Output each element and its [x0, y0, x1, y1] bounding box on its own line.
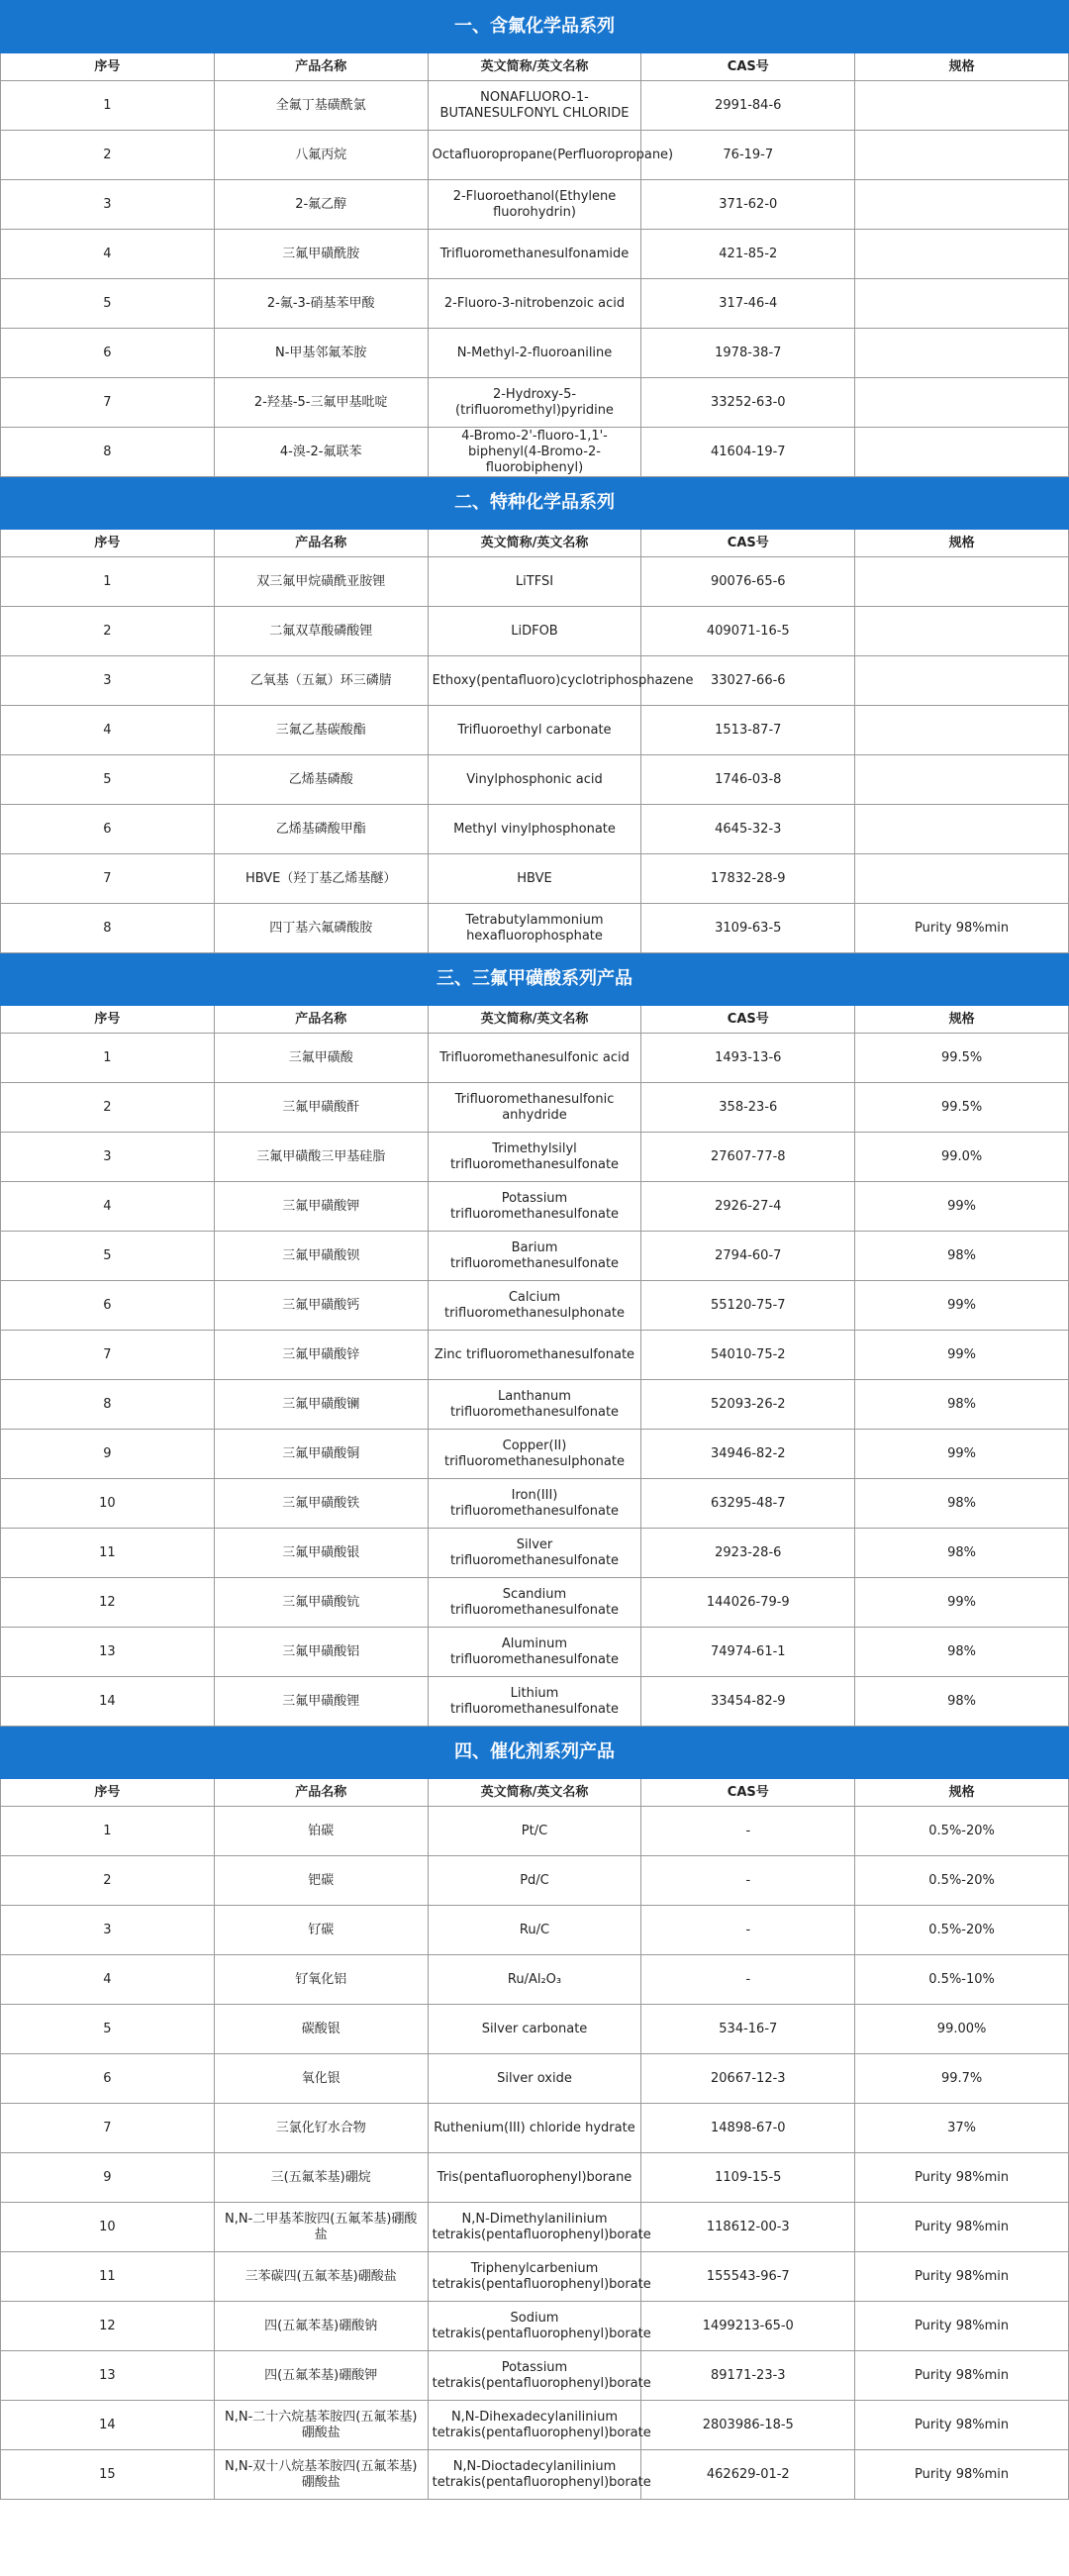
column-header: 英文简称/英文名称	[428, 1779, 641, 1807]
cas-cell: 89171-23-3	[641, 2351, 855, 2401]
product-name-cell: 四丁基六氟磷酸胺	[214, 904, 428, 953]
seq-cell: 13	[1, 1628, 215, 1677]
section-title: 三、三氟甲磺酸系列产品	[1, 953, 1069, 1006]
product-name-cell: 三氟甲磺酰胺	[214, 230, 428, 279]
column-header: 序号	[1, 1006, 215, 1034]
column-header: 规格	[855, 53, 1069, 81]
section-title: 四、催化剂系列产品	[1, 1727, 1069, 1779]
cas-cell: 27607-77-8	[641, 1133, 855, 1182]
product-name-cell: 三氟甲磺酸三甲基硅脂	[214, 1133, 428, 1182]
spec-cell	[855, 557, 1069, 607]
spec-cell: 37%	[855, 2104, 1069, 2153]
header-row	[1, 1779, 1069, 1807]
cas-cell: 17832-28-9	[641, 854, 855, 904]
product-name-cell: 碳酸银	[214, 2005, 428, 2054]
spec-cell	[855, 378, 1069, 428]
table-row	[1, 1182, 1069, 1232]
seq-cell: 6	[1, 2054, 215, 2104]
product-name-cell: 八氟丙烷	[214, 131, 428, 180]
english-name-cell: Iron(III) trifluoromethanesulfonate	[428, 1479, 641, 1529]
product-name-cell: N,N-二甲基苯胺四(五氟苯基)硼酸盐	[214, 2203, 428, 2252]
spec-cell	[855, 706, 1069, 755]
cas-cell: 1513-87-7	[641, 706, 855, 755]
seq-cell: 7	[1, 1331, 215, 1380]
spec-cell: 98%	[855, 1677, 1069, 1727]
cas-cell: 74974-61-1	[641, 1628, 855, 1677]
spec-cell: 99%	[855, 1578, 1069, 1628]
seq-cell: 14	[1, 2401, 215, 2450]
table-row	[1, 1578, 1069, 1628]
seq-cell: 3	[1, 180, 215, 230]
spec-cell	[855, 854, 1069, 904]
table-row	[1, 2054, 1069, 2104]
spec-cell: Purity 98%min	[855, 2401, 1069, 2450]
spec-cell: 99%	[855, 1281, 1069, 1331]
cas-cell: 90076-65-6	[641, 557, 855, 607]
table-row	[1, 755, 1069, 805]
cas-cell: 534-16-7	[641, 2005, 855, 2054]
cas-cell: 144026-79-9	[641, 1578, 855, 1628]
cas-cell: 20667-12-3	[641, 2054, 855, 2104]
spec-cell: 98%	[855, 1479, 1069, 1529]
english-name-cell: Trifluoroethyl carbonate	[428, 706, 641, 755]
table-row	[1, 1034, 1069, 1083]
cas-cell: -	[641, 1955, 855, 2005]
column-header: 规格	[855, 1779, 1069, 1807]
column-header: 英文简称/英文名称	[428, 1006, 641, 1034]
english-name-cell: Lanthanum trifluoromethanesulfonate	[428, 1380, 641, 1430]
spec-cell: 0.5%-20%	[855, 1856, 1069, 1906]
column-header: CAS号	[641, 53, 855, 81]
section-title-row	[1, 953, 1069, 1006]
cas-cell: -	[641, 1856, 855, 1906]
table-row	[1, 2302, 1069, 2351]
spec-cell: 99%	[855, 1430, 1069, 1479]
spec-cell: 99.00%	[855, 2005, 1069, 2054]
seq-cell: 12	[1, 2302, 215, 2351]
cas-cell: 409071-16-5	[641, 607, 855, 656]
seq-cell: 10	[1, 1479, 215, 1529]
english-name-cell: Trifluoromethanesulfonamide	[428, 230, 641, 279]
english-name-cell: Trimethylsilyl trifluoromethanesulfonate	[428, 1133, 641, 1182]
english-name-cell: Aluminum trifluoromethanesulfonate	[428, 1628, 641, 1677]
english-name-cell: Scandium trifluoromethanesulfonate	[428, 1578, 641, 1628]
product-name-cell: 三氟甲磺酸镧	[214, 1380, 428, 1430]
seq-cell: 7	[1, 378, 215, 428]
spec-cell	[855, 755, 1069, 805]
cas-cell: 3109-63-5	[641, 904, 855, 953]
column-header: 序号	[1, 530, 215, 557]
product-name-cell: 铂碳	[214, 1807, 428, 1856]
product-name-cell: 钌碳	[214, 1906, 428, 1955]
column-header: 序号	[1, 53, 215, 81]
table-row	[1, 2252, 1069, 2302]
spec-cell: 98%	[855, 1232, 1069, 1281]
english-name-cell: Silver trifluoromethanesulfonate	[428, 1529, 641, 1578]
english-name-cell: LiTFSI	[428, 557, 641, 607]
cas-cell: 41604-19-7	[641, 428, 855, 477]
product-name-cell: 双三氟甲烷磺酰亚胺锂	[214, 557, 428, 607]
cas-cell: 2794-60-7	[641, 1232, 855, 1281]
seq-cell: 5	[1, 1232, 215, 1281]
table-row	[1, 2104, 1069, 2153]
english-name-cell: Methyl vinylphosphonate	[428, 805, 641, 854]
section-title-row	[1, 477, 1069, 530]
section-title-row	[1, 1727, 1069, 1779]
spec-cell	[855, 131, 1069, 180]
spec-cell	[855, 230, 1069, 279]
cas-cell: 462629-01-2	[641, 2450, 855, 2500]
cas-cell: 118612-00-3	[641, 2203, 855, 2252]
seq-cell: 4	[1, 1182, 215, 1232]
table-row	[1, 1529, 1069, 1578]
table-row	[1, 1955, 1069, 2005]
spec-cell: Purity 98%min	[855, 2450, 1069, 2500]
english-name-cell: Octafluoropropane(Perfluoropropane)	[428, 131, 641, 180]
product-name-cell: 三苯碳四(五氟苯基)硼酸盐	[214, 2252, 428, 2302]
english-name-cell: N,N-Dioctadecylanilinium tetrakis(pentafluorophenyl)borate	[428, 2450, 641, 2500]
product-name-cell: 氧化银	[214, 2054, 428, 2104]
english-name-cell: Ruthenium(III) chloride hydrate	[428, 2104, 641, 2153]
product-name-cell: 三氟甲磺酸铝	[214, 1628, 428, 1677]
spec-cell: 99.5%	[855, 1083, 1069, 1133]
table-row	[1, 1628, 1069, 1677]
cas-cell: 358-23-6	[641, 1083, 855, 1133]
table-row	[1, 557, 1069, 607]
product-name-cell: 三氯化钌水合物	[214, 2104, 428, 2153]
cas-cell: 14898-67-0	[641, 2104, 855, 2153]
cas-cell: 33252-63-0	[641, 378, 855, 428]
english-name-cell: 2-Hydroxy-5-(trifluoromethyl)pyridine	[428, 378, 641, 428]
product-name-cell: 三氟甲磺酸银	[214, 1529, 428, 1578]
english-name-cell: Potassium trifluoromethanesulfonate	[428, 1182, 641, 1232]
cas-cell: 1746-03-8	[641, 755, 855, 805]
product-name-cell: 三氟甲磺酸铜	[214, 1430, 428, 1479]
seq-cell: 11	[1, 1529, 215, 1578]
seq-cell: 2	[1, 131, 215, 180]
column-header: 序号	[1, 1779, 215, 1807]
english-name-cell: Vinylphosphonic acid	[428, 755, 641, 805]
english-name-cell: 2-Fluoro-3-nitrobenzoic acid	[428, 279, 641, 329]
spec-cell	[855, 81, 1069, 131]
spec-cell: 98%	[855, 1529, 1069, 1578]
table-row	[1, 428, 1069, 477]
column-header: CAS号	[641, 1006, 855, 1034]
spec-cell: 99%	[855, 1182, 1069, 1232]
product-name-cell: 四(五氟苯基)硼酸钠	[214, 2302, 428, 2351]
table-row	[1, 1083, 1069, 1133]
cas-cell: 4645-32-3	[641, 805, 855, 854]
spec-cell: 98%	[855, 1628, 1069, 1677]
product-name-cell: 三氟甲磺酸钙	[214, 1281, 428, 1331]
spec-cell: 98%	[855, 1380, 1069, 1430]
table-row	[1, 904, 1069, 953]
seq-cell: 6	[1, 1281, 215, 1331]
english-name-cell: Lithium trifluoromethanesulfonate	[428, 1677, 641, 1727]
english-name-cell: Silver carbonate	[428, 2005, 641, 2054]
cas-cell: 2923-28-6	[641, 1529, 855, 1578]
spec-cell	[855, 607, 1069, 656]
table-row	[1, 2351, 1069, 2401]
english-name-cell: Ethoxy(pentafluoro)cyclotriphosphazene	[428, 656, 641, 706]
table-row	[1, 1906, 1069, 1955]
product-name-cell: 三氟乙基碳酸酯	[214, 706, 428, 755]
cas-cell: 421-85-2	[641, 230, 855, 279]
cas-cell: 34946-82-2	[641, 1430, 855, 1479]
seq-cell: 3	[1, 1906, 215, 1955]
column-header: 英文简称/英文名称	[428, 530, 641, 557]
table-row	[1, 607, 1069, 656]
seq-cell: 9	[1, 2153, 215, 2203]
seq-cell: 5	[1, 2005, 215, 2054]
seq-cell: 11	[1, 2252, 215, 2302]
cas-cell: 33454-82-9	[641, 1677, 855, 1727]
spec-cell: Purity 98%min	[855, 2203, 1069, 2252]
spec-cell: 0.5%-20%	[855, 1906, 1069, 1955]
column-header: 产品名称	[214, 1006, 428, 1034]
table-row	[1, 1133, 1069, 1182]
seq-cell: 1	[1, 81, 215, 131]
product-name-cell: 三(五氟苯基)硼烷	[214, 2153, 428, 2203]
table-row	[1, 2203, 1069, 2252]
seq-cell: 3	[1, 656, 215, 706]
seq-cell: 8	[1, 428, 215, 477]
product-name-cell: 钯碳	[214, 1856, 428, 1906]
cas-cell: 1109-15-5	[641, 2153, 855, 2203]
spec-cell: 99.0%	[855, 1133, 1069, 1182]
english-name-cell: Ru/C	[428, 1906, 641, 1955]
cas-cell: 33027-66-6	[641, 656, 855, 706]
english-name-cell: Pd/C	[428, 1856, 641, 1906]
table-row	[1, 706, 1069, 755]
product-name-cell: 2-氟乙醇	[214, 180, 428, 230]
product-name-cell: N-甲基邻氟苯胺	[214, 329, 428, 378]
header-row	[1, 53, 1069, 81]
seq-cell: 3	[1, 1133, 215, 1182]
seq-cell: 13	[1, 2351, 215, 2401]
english-name-cell: Calcium trifluoromethanesulphonate	[428, 1281, 641, 1331]
cas-cell: 1978-38-7	[641, 329, 855, 378]
section-title: 二、特种化学品系列	[1, 477, 1069, 530]
table-row	[1, 656, 1069, 706]
seq-cell: 4	[1, 1955, 215, 2005]
table-row	[1, 854, 1069, 904]
english-name-cell: N,N-Dimethylanilinium tetrakis(pentafluorophenyl)borate	[428, 2203, 641, 2252]
product-name-cell: 三氟甲磺酸铁	[214, 1479, 428, 1529]
cas-cell: 52093-26-2	[641, 1380, 855, 1430]
spec-cell: Purity 98%min	[855, 2302, 1069, 2351]
english-name-cell: Triphenylcarbenium tetrakis(pentafluorophenyl)borate	[428, 2252, 641, 2302]
table-row	[1, 81, 1069, 131]
product-name-cell: HBVE（羟丁基乙烯基醚）	[214, 854, 428, 904]
spec-cell	[855, 428, 1069, 477]
seq-cell: 9	[1, 1430, 215, 1479]
table-row	[1, 279, 1069, 329]
spec-cell: Purity 98%min	[855, 904, 1069, 953]
product-name-cell: 4-溴-2-氟联苯	[214, 428, 428, 477]
column-header: 产品名称	[214, 1779, 428, 1807]
spec-cell	[855, 180, 1069, 230]
table-row	[1, 1856, 1069, 1906]
table-row	[1, 1281, 1069, 1331]
product-name-cell: 三氟甲磺酸酐	[214, 1083, 428, 1133]
product-name-cell: 三氟甲磺酸钪	[214, 1578, 428, 1628]
table-row	[1, 230, 1069, 279]
table-row	[1, 2401, 1069, 2450]
spec-cell: 0.5%-20%	[855, 1807, 1069, 1856]
spec-cell	[855, 279, 1069, 329]
cas-cell: 1499213-65-0	[641, 2302, 855, 2351]
seq-cell: 5	[1, 279, 215, 329]
spec-cell: 99%	[855, 1331, 1069, 1380]
english-name-cell: Ru/Al₂O₃	[428, 1955, 641, 2005]
section-title: 一、含氟化学品系列	[1, 1, 1069, 53]
section-title-row	[1, 1, 1069, 53]
seq-cell: 4	[1, 706, 215, 755]
catalog-body	[1, 1, 1069, 2500]
english-name-cell: Potassium tetrakis(pentafluorophenyl)borate	[428, 2351, 641, 2401]
product-name-cell: 三氟甲磺酸锂	[214, 1677, 428, 1727]
product-name-cell: 乙烯基磷酸甲酯	[214, 805, 428, 854]
english-name-cell: Barium trifluoromethanesulfonate	[428, 1232, 641, 1281]
spec-cell: Purity 98%min	[855, 2351, 1069, 2401]
english-name-cell: Zinc trifluoromethanesulfonate	[428, 1331, 641, 1380]
cas-cell: 63295-48-7	[641, 1479, 855, 1529]
table-row	[1, 378, 1069, 428]
table-row	[1, 1380, 1069, 1430]
english-name-cell: LiDFOB	[428, 607, 641, 656]
seq-cell: 2	[1, 1856, 215, 1906]
product-name-cell: 乙烯基磷酸	[214, 755, 428, 805]
column-header: 产品名称	[214, 530, 428, 557]
table-row	[1, 2153, 1069, 2203]
product-name-cell: N,N-二十六烷基苯胺四(五氟苯基)硼酸盐	[214, 2401, 428, 2450]
seq-cell: 6	[1, 805, 215, 854]
cas-cell: -	[641, 1807, 855, 1856]
product-name-cell: 三氟甲磺酸钡	[214, 1232, 428, 1281]
table-row	[1, 805, 1069, 854]
seq-cell: 7	[1, 2104, 215, 2153]
seq-cell: 4	[1, 230, 215, 279]
english-name-cell: HBVE	[428, 854, 641, 904]
spec-cell: Purity 98%min	[855, 2252, 1069, 2302]
english-name-cell: Trifluoromethanesulfonic acid	[428, 1034, 641, 1083]
column-header: CAS号	[641, 1779, 855, 1807]
seq-cell: 8	[1, 904, 215, 953]
english-name-cell: N,N-Dihexadecylanilinium tetrakis(pentafluorophenyl)borate	[428, 2401, 641, 2450]
english-name-cell: Trifluoromethanesulfonic anhydride	[428, 1083, 641, 1133]
table-row	[1, 1430, 1069, 1479]
table-row	[1, 1232, 1069, 1281]
spec-cell: Purity 98%min	[855, 2153, 1069, 2203]
english-name-cell: N-Methyl-2-fluoroaniline	[428, 329, 641, 378]
cas-cell: 76-19-7	[641, 131, 855, 180]
table-row	[1, 1807, 1069, 1856]
table-row	[1, 180, 1069, 230]
table-row	[1, 2005, 1069, 2054]
seq-cell: 7	[1, 854, 215, 904]
table-row	[1, 1677, 1069, 1727]
english-name-cell: NONAFLUORO-1-BUTANESULFONYL CHLORIDE	[428, 81, 641, 131]
table-row	[1, 2450, 1069, 2500]
seq-cell: 15	[1, 2450, 215, 2500]
cas-cell: 55120-75-7	[641, 1281, 855, 1331]
seq-cell: 8	[1, 1380, 215, 1430]
product-name-cell: 乙氧基（五氟）环三磷腈	[214, 656, 428, 706]
spec-cell	[855, 656, 1069, 706]
cas-cell: 2991-84-6	[641, 81, 855, 131]
column-header: 英文简称/英文名称	[428, 53, 641, 81]
seq-cell: 2	[1, 607, 215, 656]
product-name-cell: N,N-双十八烷基苯胺四(五氟苯基)硼酸盐	[214, 2450, 428, 2500]
spec-cell: 0.5%-10%	[855, 1955, 1069, 2005]
column-header: 规格	[855, 1006, 1069, 1034]
english-name-cell: Copper(II) trifluoromethanesulphonate	[428, 1430, 641, 1479]
english-name-cell: Tris(pentafluorophenyl)borane	[428, 2153, 641, 2203]
product-name-cell: 2-羟基-5-三氟甲基吡啶	[214, 378, 428, 428]
seq-cell: 6	[1, 329, 215, 378]
cas-cell: 155543-96-7	[641, 2252, 855, 2302]
seq-cell: 1	[1, 1807, 215, 1856]
product-name-cell: 四(五氟苯基)硼酸钾	[214, 2351, 428, 2401]
cas-cell: -	[641, 1906, 855, 1955]
product-name-cell: 二氟双草酸磷酸锂	[214, 607, 428, 656]
table-row	[1, 1331, 1069, 1380]
product-name-cell: 2-氟-3-硝基苯甲酸	[214, 279, 428, 329]
table-row	[1, 131, 1069, 180]
seq-cell: 1	[1, 1034, 215, 1083]
product-name-cell: 全氟丁基磺酰氯	[214, 81, 428, 131]
cas-cell: 2926-27-4	[641, 1182, 855, 1232]
column-header: 规格	[855, 530, 1069, 557]
product-name-cell: 三氟甲磺酸钾	[214, 1182, 428, 1232]
spec-cell	[855, 329, 1069, 378]
cas-cell: 54010-75-2	[641, 1331, 855, 1380]
cas-cell: 2803986-18-5	[641, 2401, 855, 2450]
header-row	[1, 530, 1069, 557]
english-name-cell: Sodium tetrakis(pentafluorophenyl)borate	[428, 2302, 641, 2351]
seq-cell: 1	[1, 557, 215, 607]
seq-cell: 12	[1, 1578, 215, 1628]
english-name-cell: 2-Fluoroethanol(Ethylene fluorohydrin)	[428, 180, 641, 230]
column-header: 产品名称	[214, 53, 428, 81]
product-name-cell: 三氟甲磺酸	[214, 1034, 428, 1083]
seq-cell: 10	[1, 2203, 215, 2252]
table-row	[1, 1479, 1069, 1529]
column-header: CAS号	[641, 530, 855, 557]
seq-cell: 14	[1, 1677, 215, 1727]
table-row	[1, 329, 1069, 378]
english-name-cell: 4-Bromo-2'-fluoro-1,1'-biphenyl(4-Bromo-2-fluorobiphenyl)	[428, 428, 641, 477]
spec-cell: 99.7%	[855, 2054, 1069, 2104]
english-name-cell: Pt/C	[428, 1807, 641, 1856]
spec-cell	[855, 805, 1069, 854]
product-name-cell: 钌氧化铝	[214, 1955, 428, 2005]
header-row	[1, 1006, 1069, 1034]
english-name-cell: Tetrabutylammonium hexafluorophosphate	[428, 904, 641, 953]
cas-cell: 1493-13-6	[641, 1034, 855, 1083]
seq-cell: 2	[1, 1083, 215, 1133]
cas-cell: 371-62-0	[641, 180, 855, 230]
seq-cell: 5	[1, 755, 215, 805]
product-name-cell: 三氟甲磺酸锌	[214, 1331, 428, 1380]
english-name-cell: Silver oxide	[428, 2054, 641, 2104]
spec-cell: 99.5%	[855, 1034, 1069, 1083]
cas-cell: 317-46-4	[641, 279, 855, 329]
